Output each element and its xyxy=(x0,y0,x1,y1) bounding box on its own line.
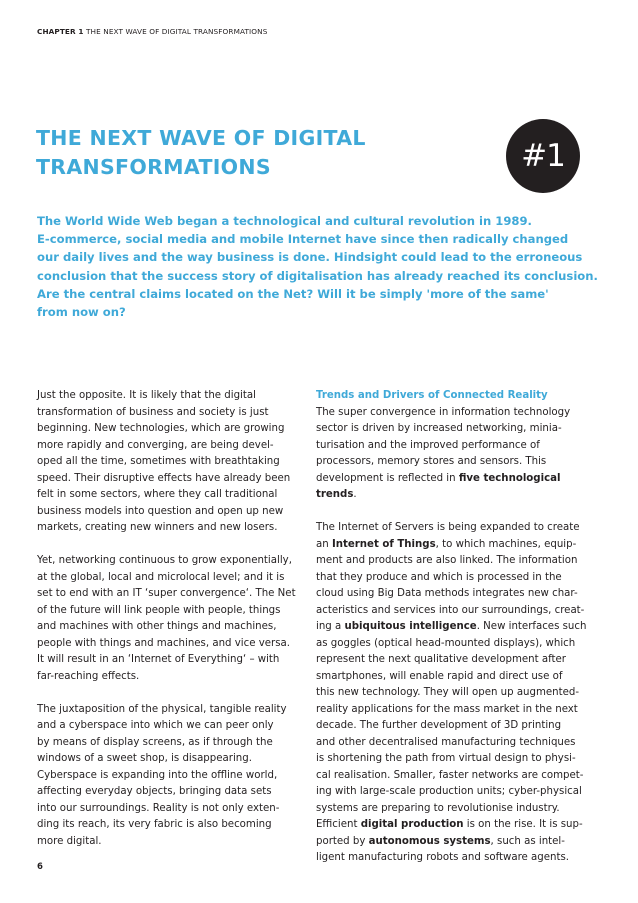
text-line: affecting everyday objects, bringing data sets xyxy=(37,786,272,797)
text-line: represent the next qualitative development after xyxy=(316,654,566,665)
text-line: Yet, networking continuous to grow exponentially, xyxy=(37,555,292,566)
text-line: cloud using Big Data methods integrates new char- xyxy=(316,588,578,599)
text-line: more digital. xyxy=(37,835,102,847)
text-line: is shortening the path from virtual design to physi- xyxy=(316,753,576,764)
text-line: at the global, local and microlocal level; and it is xyxy=(37,571,285,583)
chapter-number-badge: #1 xyxy=(506,119,580,193)
text-line: decade. The further development of 3D printing xyxy=(316,720,562,731)
lead-line: our daily lives and the way business is done. Hindsight could lead to the erroneous xyxy=(37,250,583,265)
text-line: reality applications for the mass market in the next xyxy=(316,703,578,715)
text-run: . xyxy=(353,489,357,500)
text-line xyxy=(316,471,586,488)
text-line: that they produce and which is processed in the xyxy=(316,571,562,583)
text-line: set to end with an IT ‘super convergence‘. The Net xyxy=(37,588,296,599)
lead-line: Are the central claims located on the Net? Will it be simply 'more of the same' xyxy=(37,286,549,301)
text-line: by means of display screens, as if through the xyxy=(37,736,273,748)
text-line: systems are preparing to revolutionise industry. xyxy=(316,802,560,814)
page-number: 6 xyxy=(37,862,43,872)
emphasis-term: ubiquitous intelligence xyxy=(344,621,477,632)
text-line: as goggles (optical head-mounted displays), which xyxy=(316,637,576,649)
emphasis-term: five technological xyxy=(458,472,561,484)
body-paragraph xyxy=(316,388,586,504)
text-line: and machines with other things and machines, xyxy=(37,621,277,632)
chapter-title: THE NEXT WAVE OF DIGITAL TRANSFORMATIONS xyxy=(85,27,268,36)
text-line: more rapidly and converging, are being devel- xyxy=(37,439,274,451)
text-line: felt in some sectors, where they call traditional xyxy=(37,489,278,500)
text-line: Cyberspace is expanding into the offline world, xyxy=(37,769,278,781)
right-column xyxy=(316,388,586,883)
text-run: . New interfaces such xyxy=(476,621,587,632)
text-line: speed. Their disruptive effects have already been xyxy=(37,472,291,484)
text-line xyxy=(316,834,586,851)
text-line: ment and products are also linked. The information xyxy=(316,555,578,566)
text-line: processors, memory stores and sensors. This xyxy=(316,456,547,467)
text-line: and other decentralised manufacturing techniques xyxy=(316,736,576,748)
page-title xyxy=(36,124,486,182)
text-line: transformation of business and society is just xyxy=(37,406,269,418)
text-line: beginning. New technologies, which are growing xyxy=(37,423,285,434)
text-run: is on the rise. It is sup- xyxy=(463,819,583,830)
text-line: sector is driven by increased networking, minia- xyxy=(316,423,562,434)
emphasis-term: autonomous systems xyxy=(368,835,491,847)
emphasis-term: digital production xyxy=(360,819,464,830)
lead-line: conclusion that the success story of digitalisation has already reached its conclusion. xyxy=(37,268,598,283)
emphasis-term: Internet of Things xyxy=(331,538,436,550)
text-line: It will result in an ‘Internet of Everything‘ – with xyxy=(37,654,280,665)
text-run: ing a xyxy=(316,621,345,632)
emphasis-term: trends xyxy=(316,489,354,500)
text-line: acteristics and services into our surroundings, creat- xyxy=(316,604,585,616)
text-line: ing with large-scale production units; cyber-physical xyxy=(316,786,582,797)
text-line: windows of a sweet shop, is disappearing. xyxy=(37,753,252,764)
left-column xyxy=(37,388,307,867)
running-head xyxy=(37,27,267,36)
title-line: THE NEXT WAVE OF DIGITAL xyxy=(36,126,366,150)
text-run: , to which machines, equip- xyxy=(435,538,577,550)
text-line xyxy=(316,817,586,834)
lead-line: from now on? xyxy=(37,305,126,320)
text-line: smartphones, will enable rapid and direct use of xyxy=(316,670,563,682)
text-line: The super convergence in information technology xyxy=(316,406,571,418)
text-line: turisation and the improved performance of xyxy=(316,439,540,451)
body-paragraph xyxy=(37,553,307,685)
text-line: far-reaching effects. xyxy=(37,670,140,682)
section-subheading: Trends and Drivers of Connected Reality xyxy=(316,390,548,401)
text-run: an xyxy=(316,538,332,550)
text-line: ligent manufacturing robots and software agents. xyxy=(316,852,570,863)
body-paragraph xyxy=(316,520,586,867)
lead-line: The World Wide Web began a technological and cultural revolution in 1989. xyxy=(37,214,532,228)
text-line: The juxtaposition of the physical, tangible reality xyxy=(37,703,287,715)
text-run: , such as intel- xyxy=(490,835,565,847)
text-line: Just the opposite. It is likely that the digital xyxy=(37,390,256,401)
text-run: development is reflected in xyxy=(316,472,459,484)
text-line: business models into question and open up new xyxy=(37,505,284,517)
body-paragraph xyxy=(37,702,307,851)
text-line: of the future will link people with people, things xyxy=(37,604,281,616)
text-line: markets, creating new winners and new losers. xyxy=(37,522,278,533)
lead-paragraph xyxy=(37,212,598,321)
chapter-label: CHAPTER 1 xyxy=(37,27,84,36)
text-line: ding its reach, its very fabric is also becoming xyxy=(37,819,272,830)
text-line xyxy=(316,537,586,554)
lead-line: E-commerce, social media and mobile Internet have since then radically changed xyxy=(37,232,569,247)
text-line: and a cyberspace into which we can peer only xyxy=(37,720,274,731)
text-line: this new technology. They will open up augmented- xyxy=(316,687,580,698)
text-line: oped all the time, sometimes with breathtaking xyxy=(37,456,280,467)
text-run: ported by xyxy=(316,835,369,847)
body-paragraph xyxy=(37,388,307,537)
text-line: The Internet of Servers is being expanded to create xyxy=(316,522,580,533)
title-line: TRANSFORMATIONS xyxy=(36,155,271,179)
text-line xyxy=(316,619,586,636)
text-line: cal realisation. Smaller, faster networks are compet- xyxy=(316,769,584,781)
text-line: into our surroundings. Reality is not only exten- xyxy=(37,802,280,814)
text-line: people with things and machines, and vice versa. xyxy=(37,637,290,649)
text-run: Efficient xyxy=(316,819,361,830)
text-line xyxy=(316,487,586,504)
